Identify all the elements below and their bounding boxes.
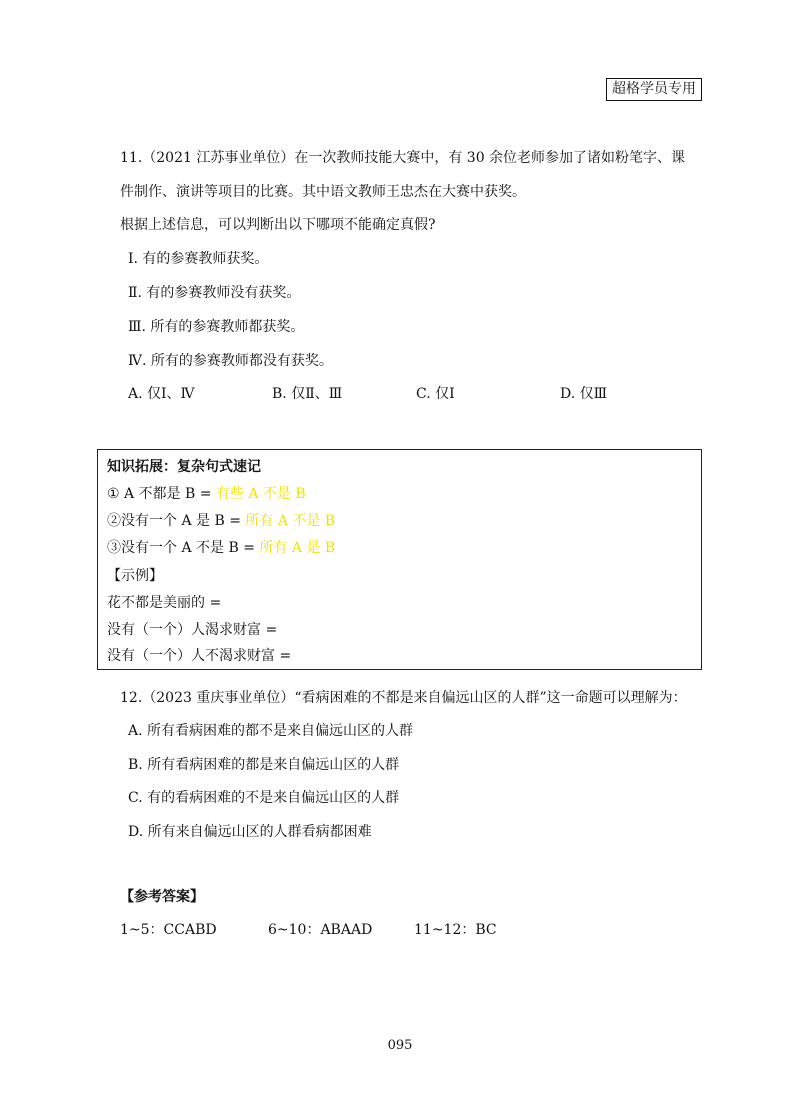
answers-title: 【参考答案】 — [120, 889, 204, 905]
q11-prompt: 根据上述信息，可以判断出以下哪项不能确定真假? — [120, 217, 436, 233]
q11-statement-4: Ⅳ. 所有的参赛教师都没有获奖。 — [128, 353, 333, 369]
answers-group-2: 6~10：ABAAD — [268, 922, 373, 938]
answers-group-3: 11~12：BC — [414, 922, 497, 938]
rule-1 — [107, 484, 306, 504]
page-number: 095 — [387, 1038, 413, 1053]
rule-3 — [107, 538, 335, 558]
knowledge-box — [97, 449, 702, 670]
q11-statement-1: Ⅰ. 有的参赛教师获奖。 — [128, 251, 269, 267]
q11-option-b: B. 仅Ⅱ、Ⅲ — [272, 386, 343, 402]
answers-group-1: 1~5：CCABD — [120, 922, 217, 938]
q12-stem: 12.（2023 重庆事业单位）“看病困难的不都是来自偏远山区的人群”这一命题可以理解为： — [120, 690, 687, 706]
rule-1-right: 有些 A 不是 B — [215, 486, 306, 502]
rule-2-left: ②没有一个 A 是 B = — [107, 513, 246, 529]
rule-2-right: 所有 A 不是 B — [245, 513, 336, 529]
q11-option-c: C. 仅Ⅰ — [416, 386, 455, 402]
rule-1-left: ① A 不都是 B = — [107, 486, 216, 502]
student-only-badge: 超格学员专用 — [606, 78, 702, 101]
q11-statement-2: Ⅱ. 有的参赛教师没有获奖。 — [128, 285, 301, 301]
q11-option-a: A. 仅Ⅰ、Ⅳ — [128, 386, 195, 402]
q12-option-a: A. 所有看病困难的都不是来自偏远山区的人群 — [128, 723, 414, 739]
q11-stem-line-1: 11.（2021 江苏事业单位）在一次教师技能大赛中，有 30 余位老师参加了诸如粉笔字、课 — [120, 150, 686, 166]
q12-option-d: D. 所有来自偏远山区的人群看病都困难 — [128, 824, 372, 840]
example-heading: 【示例】 — [107, 568, 163, 584]
example-2: 没有（一个）人渴求财富 = — [107, 622, 278, 638]
q11-stem-line-2: 件制作、演讲等项目的比赛。其中语文教师王忠杰在大赛中获奖。 — [120, 184, 526, 200]
q12-option-c: C. 有的看病困难的不是来自偏远山区的人群 — [128, 790, 400, 806]
rule-3-left: ③没有一个 A 不是 B = — [107, 540, 260, 556]
rule-2 — [107, 511, 335, 531]
q11-option-d: D. 仅Ⅲ — [560, 386, 608, 402]
q12-option-b: B. 所有看病困难的都是来自偏远山区的人群 — [128, 757, 400, 773]
rule-3-right: 所有 A 是 B — [259, 540, 336, 556]
knowledge-title: 知识拓展：复杂句式速记 — [107, 459, 261, 475]
q11-statement-3: Ⅲ. 所有的参赛教师都获奖。 — [128, 319, 305, 335]
example-1: 花不都是美丽的 = — [107, 595, 222, 611]
example-3: 没有（一个）人不渴求财富 = — [107, 648, 292, 664]
